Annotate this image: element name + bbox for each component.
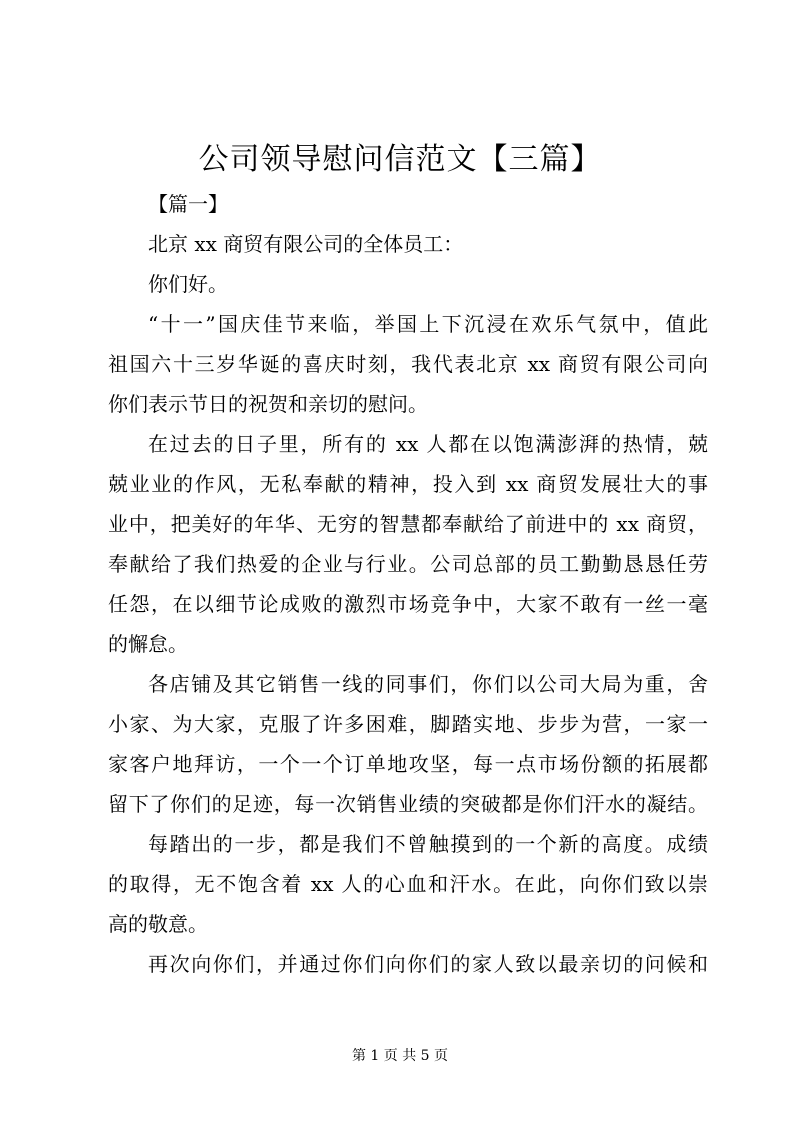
paragraph-line: 家客户地拜访，一个一个订单地攻坚，每一点市场份额的拓展都 [108, 752, 708, 776]
paragraph-line: 的取得，无不饱含着 xx 人的心血和汗水。在此，向你们致以崇 [108, 872, 708, 896]
paragraph-line: 小家、为大家，克服了许多困难，脚踏实地、步步为营，一家一 [108, 712, 708, 736]
paragraph-line: 再次向你们，并通过你们向你们的家人致以最亲切的问候和 [148, 952, 708, 976]
paragraph-line: 奉献给了我们热爱的企业与行业。公司总部的员工勤勤恳恳任劳 [108, 552, 708, 576]
paragraph-line: 各店铺及其它销售一线的同事们，你们以公司大局为重，舍 [148, 672, 708, 696]
page-number-footer: 第 1 页 共 5 页 [351, 1048, 449, 1064]
paragraph-line: “十一”国庆佳节来临，举国上下沉浸在欢乐气氛中，值此 [148, 312, 708, 336]
paragraph-line: 兢业业的作风，无私奉献的精神，投入到 xx 商贸发展壮大的事 [108, 472, 708, 496]
document-body [108, 184, 708, 984]
document-title: 公司领导慰问信范文【三篇】 [198, 142, 602, 177]
paragraph-line: 的懈怠。 [108, 632, 188, 656]
paragraph-line: 你们表示节日的祝贺和亲切的慰问。 [108, 392, 428, 416]
paragraph-line: 高的敬意。 [108, 912, 208, 936]
greeting: 你们好。 [148, 272, 228, 296]
paragraph-line: 留下了你们的足迹，每一次销售业绩的突破都是你们汗水的凝结。 [108, 792, 708, 816]
paragraph-line: 业中，把美好的年华、无穷的智慧都奉献给了前进中的 xx 商贸， [108, 512, 708, 536]
paragraph-line: 祖国六十三岁华诞的喜庆时刻，我代表北京 xx 商贸有限公司向 [108, 352, 708, 376]
paragraph-line: 在过去的日子里，所有的 xx 人都在以饱满澎湃的热情，兢 [148, 432, 708, 456]
paragraph-line: 任怨，在以细节论成败的激烈市场竞争中，大家不敢有一丝一毫 [108, 592, 708, 616]
section-heading: 【篇一】 [148, 192, 228, 216]
salutation: 北京 xx 商贸有限公司的全体员工： [148, 232, 464, 256]
paragraph-line: 每踏出的一步，都是我们不曾触摸到的一个新的高度。成绩 [148, 832, 708, 856]
